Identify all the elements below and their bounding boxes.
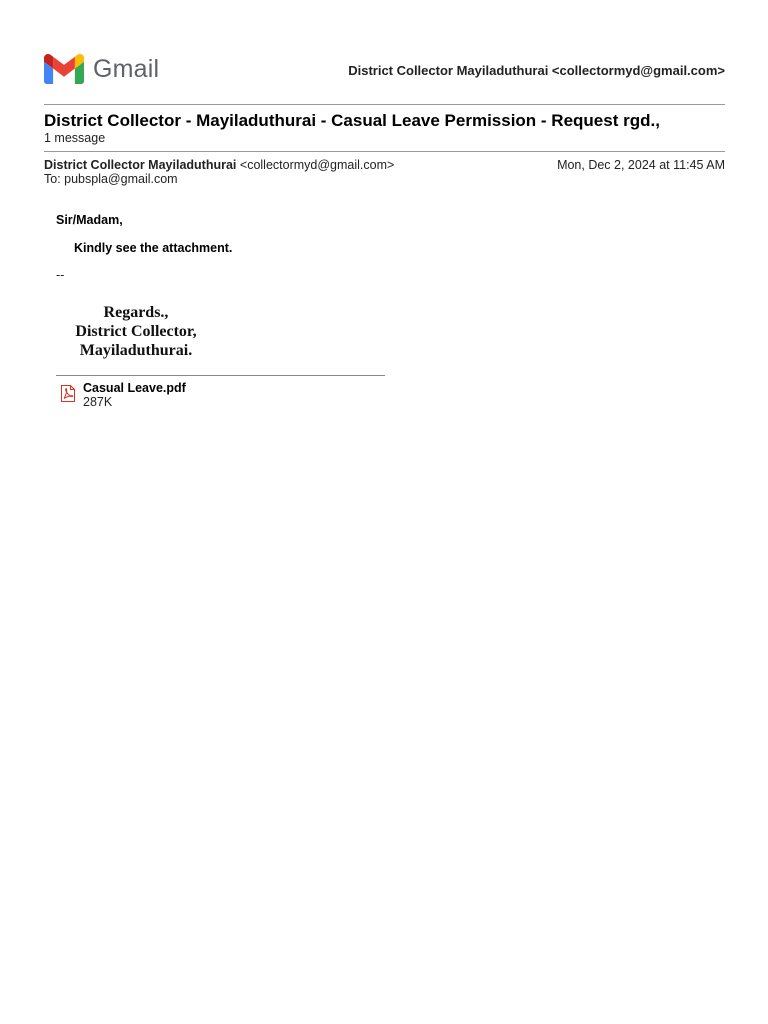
signature-line: Regards., bbox=[103, 304, 169, 321]
signature-line: District Collector, bbox=[75, 323, 197, 340]
message-sender bbox=[44, 158, 394, 172]
signature-line: Mayiladuthurai. bbox=[79, 342, 193, 359]
header-divider bbox=[44, 104, 725, 105]
subject-divider bbox=[44, 151, 725, 152]
message-date: Mon, Dec 2, 2024 at 11:45 AM bbox=[557, 158, 725, 172]
thread-subject: District Collector - Mayiladuthurai - Casual Leave Permission - Request rgd., bbox=[44, 111, 660, 130]
attachment-size: 287K bbox=[83, 395, 113, 409]
gmail-m-icon bbox=[44, 54, 84, 84]
gmail-logo bbox=[44, 54, 159, 84]
pdf-icon bbox=[60, 385, 76, 402]
attachment-item[interactable] bbox=[60, 381, 186, 409]
message-body: Kindly see the attachment. bbox=[74, 241, 233, 255]
signature-block bbox=[62, 303, 210, 360]
message-recipient: To: pubspla@gmail.com bbox=[44, 172, 178, 186]
attachment-name[interactable]: Casual Leave.pdf bbox=[83, 381, 186, 395]
signature-separator: -- bbox=[56, 268, 65, 282]
message-count: 1 message bbox=[44, 131, 106, 145]
attachment-divider bbox=[56, 375, 385, 376]
gmail-logo-text: Gmail bbox=[93, 54, 160, 83]
sender-email: <collectormyd@gmail.com> bbox=[239, 158, 395, 172]
account-identity: District Collector Mayiladuthurai <collectormyd@gmail.com> bbox=[348, 63, 725, 78]
message-greeting: Sir/Madam, bbox=[56, 213, 123, 227]
sender-name: District Collector Mayiladuthurai bbox=[44, 158, 237, 172]
